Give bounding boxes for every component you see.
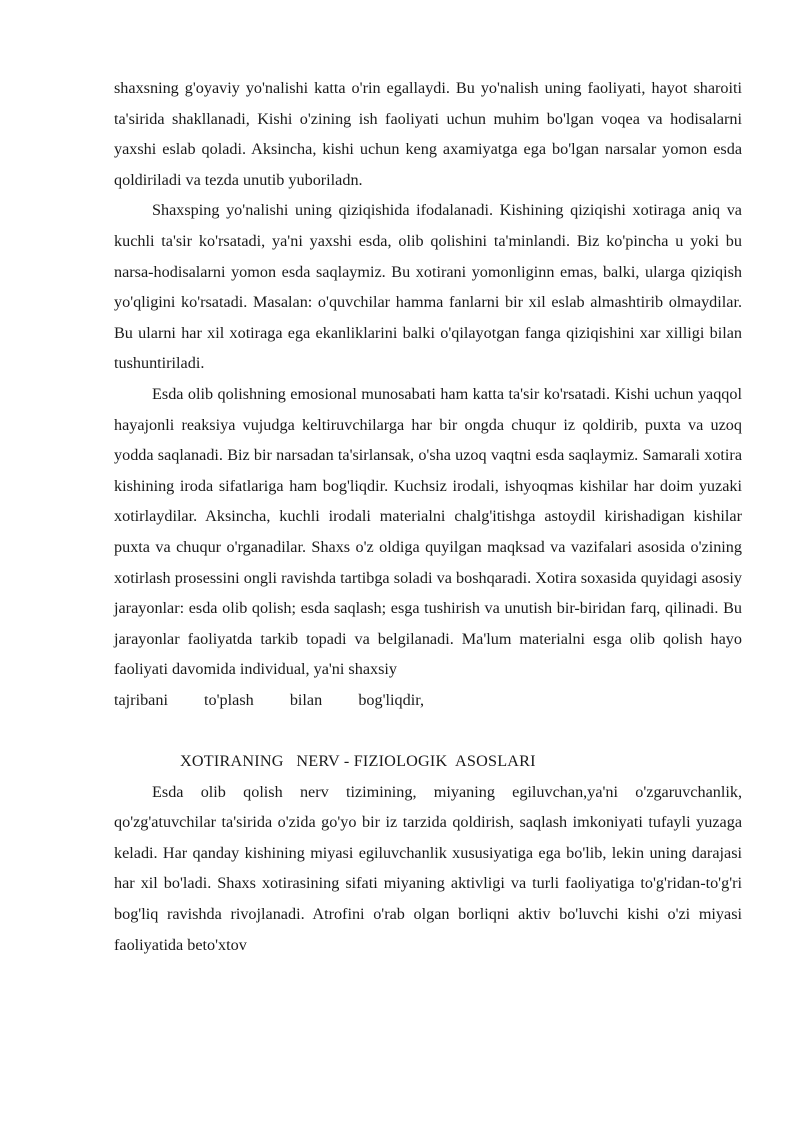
blank-line xyxy=(114,715,742,746)
paragraph-4: Esda olib qolish nerv tizimining, miyaning egiluvchan,ya'ni o'zgaruvchanlik, qo'zg'atuvchilar ta'sirida o'zida go'yo bir iz tarzida qoldirish, saqlash imkoniyati tufayli yuzaga keladi. Har qanday kishining miyasi egiluvchanlik xususiyatiga ega bo'lib, lekin uning darajasi har xil bo'ladi. Shaxs xotirasining sifati miyaning aktivligi va turli faoliyatiga to'g'ridan-to'g'ri bog'liq ravishda rivojlanadi. Atrofini o'rab olgan borliqni aktiv bo'luvchi kishi o'zi miyasi faoliyatida beto'xtov xyxy=(114,782,742,954)
paragraph-2: Shaxsping yo'nalishi uning qiziqishida ifodalanadi. Kishining qiziqishi xotiraga aniq va kuchli ta'sir ko'rsatadi, ya'ni yaxshi esda, olib qolishini ta'minlandi. Biz ko'pincha u yoki bu narsa-hodisalarni yomon esda saqlaymiz. Bu xotirani yomonliginn emas, balki, ularga qiziqish yo'qligini ko'rsatadi. Masalan: o'quvchilar hamma fanlarni bir xil eslab almashtirib olmaydilar. Bu ularni har xil xotiraga ega ekanliklarini balki o'qilayotgan fanga qiziqishini xar xilligi bilan tushuntiriladi. xyxy=(114,201,742,373)
paragraph-1: shaxsning g'oyaviy yo'nalishi katta o'rin egallaydi. Bu yo'nalish uning faoliyati, hayot sharoiti ta'sirida shakllanadi, Kishi o'zining ish faoliyati uchun muhim bo'lgan voqea va hodisalarni yaxshi eslab qoladi. Aksincha, kishi uchun keng axamiyatga ega bo'lgan narsalar yomon esda qoldiriladi va tezda unutib yuboriladn. xyxy=(114,79,742,189)
paragraph-3: Esda olib qolishning emosional munosabati ham katta ta'sir ko'rsatadi. Kishi uchun yaqqol hayajonli reaksiya vujudga keltiruvchilarga har bir ongda chuqur iz qoldirib, puxta va uzoq yodda saqlanadi. Biz bir narsadan ta'sirlansak, o'sha uzoq vaqtni esda saqlaymiz. Samarali xotira kishining iroda sifatlariga ham bog'liqdir. Kuchsiz irodali, ishyoqmas kishilar har doim yuzaki xotirlaydilar. Aksincha, kuchli irodali materialni chalg'itishga astoydil kirishadigan kishilar puxta va chuqur o'rganadilar. Shaxs o'z oldiga quyilgan maqksad va vazifalari asosida o'zining xotirlash prosessini ongli ravishda tartibga soladi va boshqaradi. Xotira soxasida quyidagi asosiy jarayonlar: esda olib qolish; esda saqlash; esga tushirish va unutish bir-biridan farq, qilinadi. Bu jarayonlar faoliyatda tarkib topadi va belgilanadi. Ma'lum materialni esga olib qolish hayo faoliyati davomida individual, ya'ni shaxsiy xyxy=(114,384,742,679)
document-page xyxy=(114,73,742,960)
section-heading: XOTIRANING NERV - FIZIOLOGIK ASOSLARI xyxy=(180,752,536,771)
paragraph-3-last-line: tajribani to'plash bilan bog'liqdir, xyxy=(114,690,424,709)
